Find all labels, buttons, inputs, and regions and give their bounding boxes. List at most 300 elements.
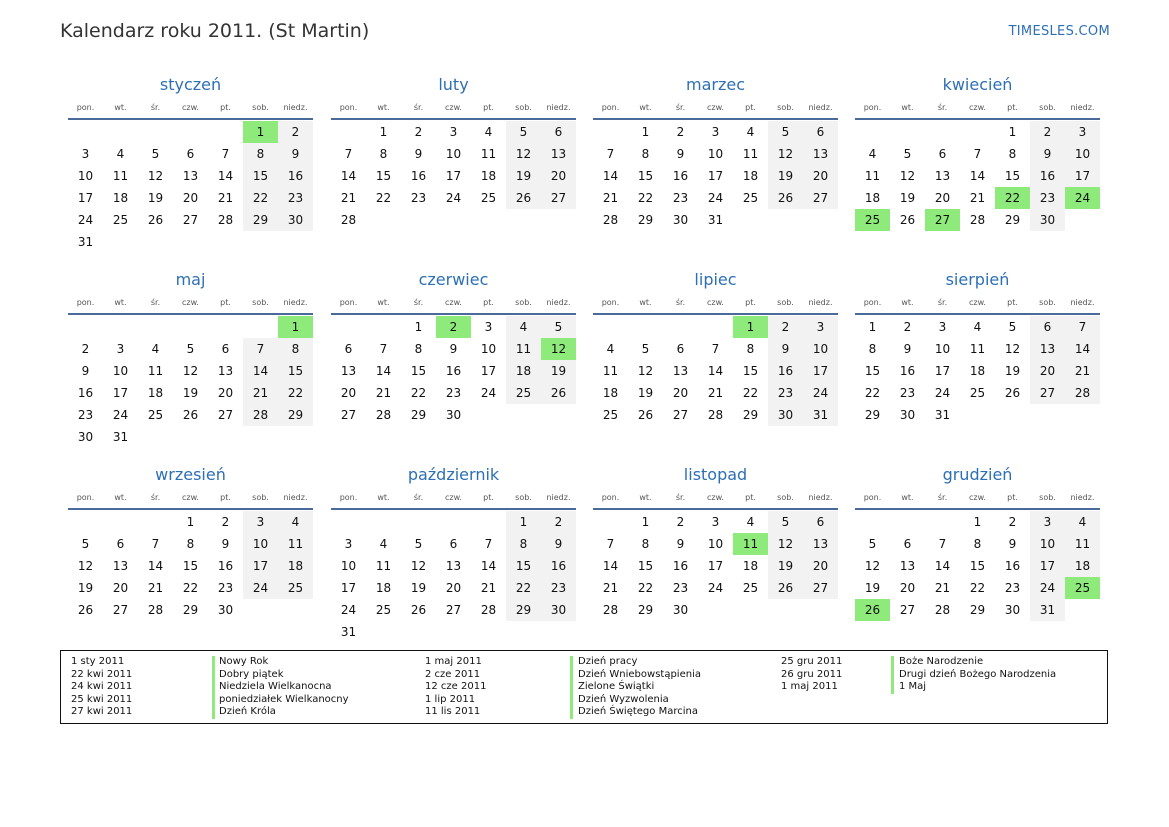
empty-cell	[173, 121, 208, 143]
day-grid	[593, 316, 838, 426]
day-cell: 7	[151, 537, 160, 551]
day-cell: 16	[1030, 165, 1065, 187]
legend-dates	[781, 656, 842, 694]
day-cell: 12	[541, 338, 576, 360]
day-cell: 29	[637, 213, 654, 227]
day-cell: 12	[1004, 342, 1021, 356]
empty-cell	[925, 511, 960, 533]
day-cell: 29	[506, 599, 541, 621]
day-cell: 21	[934, 581, 951, 595]
day-grid	[331, 316, 576, 426]
empty-cell	[103, 316, 138, 338]
legend-holiday-name: Drugi dzień Bożego Narodzenia	[899, 668, 1057, 680]
day-cell: 20	[112, 581, 129, 595]
day-cell: 4	[746, 515, 755, 529]
day-cell: 31	[934, 408, 951, 422]
day-cell: 19	[147, 191, 164, 205]
day-cell: 16	[541, 555, 576, 577]
day-cell: 13	[803, 143, 838, 165]
month-4	[855, 73, 1100, 231]
day-cell: 31	[112, 430, 129, 444]
day-cell: 2	[676, 125, 685, 139]
empty-cell	[890, 511, 925, 533]
day-cell: 30	[278, 209, 313, 231]
day-cell: 2	[1030, 121, 1065, 143]
day-cell: 8	[243, 143, 278, 165]
day-grid	[331, 511, 576, 643]
month-2	[331, 73, 576, 231]
day-cell: 27	[672, 408, 689, 422]
weekday-label: pt.	[745, 298, 756, 307]
day-cell: 24	[934, 386, 951, 400]
day-cell: 26	[637, 408, 654, 422]
day-cell: 7	[484, 537, 493, 551]
day-cell: 6	[938, 147, 947, 161]
day-cell: 7	[606, 537, 615, 551]
weekday-label: pt.	[220, 493, 231, 502]
day-cell: 9	[81, 364, 90, 378]
day-cell: 8	[641, 537, 650, 551]
day-cell: 18	[742, 169, 759, 183]
day-cell: 29	[864, 408, 881, 422]
day-cell: 23	[768, 382, 803, 404]
legend-date: 12 cze 2011	[425, 681, 487, 693]
day-cell: 1	[278, 316, 313, 338]
day-cell: 12	[182, 364, 199, 378]
legend-holiday-name: Zielone Świątki	[578, 681, 655, 693]
day-cell: 4	[606, 342, 615, 356]
weekday-label: pt.	[1007, 493, 1018, 502]
legend-date: 2 cze 2011	[425, 668, 481, 680]
day-cell: 19	[768, 165, 803, 187]
day-cell: 30	[445, 408, 462, 422]
day-cell: 20	[182, 191, 199, 205]
weekday-label: wt.	[639, 493, 652, 502]
day-cell: 6	[221, 342, 230, 356]
day-cell: 20	[899, 581, 916, 595]
day-cell: 21	[340, 191, 357, 205]
day-cell: 15	[506, 555, 541, 577]
day-cell: 24	[803, 382, 838, 404]
day-cell: 21	[969, 191, 986, 205]
day-cell: 11	[278, 533, 313, 555]
day-cell: 2	[768, 316, 803, 338]
header-rule	[68, 313, 313, 315]
day-cell: 30	[672, 213, 689, 227]
day-cell: 7	[973, 147, 982, 161]
day-cell: 31	[1030, 599, 1065, 621]
day-cell: 22	[637, 581, 654, 595]
day-cell: 10	[112, 364, 129, 378]
header-rule	[855, 508, 1100, 510]
day-cell: 17	[480, 364, 497, 378]
day-cell: 26	[182, 408, 199, 422]
day-cell: 23	[541, 577, 576, 599]
day-cell: 3	[243, 511, 278, 533]
day-grid	[855, 511, 1100, 621]
day-cell: 12	[410, 559, 427, 573]
day-cell: 17	[934, 364, 951, 378]
weekday-label: sob.	[515, 103, 532, 112]
empty-cell	[68, 316, 103, 338]
day-cell: 27	[445, 603, 462, 617]
weekday-label: pon.	[601, 493, 620, 502]
month-7	[593, 268, 838, 426]
legend-date: 1 maj 2011	[425, 656, 482, 667]
day-cell: 10	[1030, 533, 1065, 555]
day-cell: 16	[1004, 559, 1021, 573]
day-cell: 17	[803, 360, 838, 382]
day-cell: 10	[707, 537, 724, 551]
day-cell: 18	[506, 360, 541, 382]
weekday-label: pon.	[339, 298, 358, 307]
day-cell: 3	[803, 316, 838, 338]
day-cell: 10	[707, 147, 724, 161]
day-cell: 22	[278, 382, 313, 404]
day-cell: 13	[1030, 338, 1065, 360]
day-cell: 5	[186, 342, 195, 356]
day-cell: 19	[637, 386, 654, 400]
weekday-label: wt.	[114, 298, 127, 307]
legend-date: 27 kwi 2011	[71, 706, 133, 718]
day-cell: 24	[445, 191, 462, 205]
weekday-label: sob.	[777, 298, 794, 307]
day-cell: 17	[445, 169, 462, 183]
day-cell: 3	[711, 515, 720, 529]
day-cell: 23	[672, 191, 689, 205]
legend-holiday-name: Nowy Rok	[219, 656, 269, 667]
day-cell: 17	[77, 191, 94, 205]
day-cell: 18	[147, 386, 164, 400]
weekday-label: pt.	[220, 103, 231, 112]
weekday-label: sob.	[515, 298, 532, 307]
day-cell: 7	[243, 338, 278, 360]
day-cell: 6	[676, 342, 685, 356]
legend-date: 11 lis 2011	[425, 706, 481, 718]
weekday-label: wt.	[377, 298, 390, 307]
day-cell: 22	[410, 386, 427, 400]
day-cell: 21	[1065, 360, 1100, 382]
day-cell: 9	[903, 342, 912, 356]
day-cell: 28	[969, 213, 986, 227]
day-cell: 2	[81, 342, 90, 356]
day-cell: 9	[449, 342, 458, 356]
day-cell: 11	[733, 533, 768, 555]
day-cell: 25	[742, 581, 759, 595]
day-cell: 29	[243, 209, 278, 231]
weekday-header	[331, 491, 576, 505]
day-cell: 14	[602, 169, 619, 183]
day-cell: 19	[899, 191, 916, 205]
day-cell: 27	[803, 577, 838, 599]
day-cell: 17	[707, 559, 724, 573]
day-cell: 28	[147, 603, 164, 617]
day-cell: 31	[77, 235, 94, 249]
day-cell: 20	[340, 386, 357, 400]
day-cell: 24	[707, 581, 724, 595]
day-cell: 10	[1065, 143, 1100, 165]
legend-holiday-name: Boże Narodzenie	[899, 656, 984, 667]
day-cell: 26	[506, 187, 541, 209]
day-cell: 26	[541, 382, 576, 404]
day-cell: 27	[1030, 382, 1065, 404]
day-cell: 1	[868, 320, 877, 334]
weekday-label: śr.	[150, 298, 161, 307]
month-name: czerwiec	[418, 270, 489, 289]
day-cell: 19	[768, 555, 803, 577]
day-cell: 11	[112, 169, 129, 183]
weekday-label: pon.	[863, 298, 882, 307]
weekday-label: pon.	[76, 298, 95, 307]
weekday-label: czw.	[182, 298, 199, 307]
weekday-label: pt.	[1007, 298, 1018, 307]
day-cell: 27	[340, 408, 357, 422]
legend-holiday-name: Dzień Wniebowstąpienia	[578, 668, 701, 680]
day-cell: 1	[414, 320, 423, 334]
day-cell: 3	[938, 320, 947, 334]
day-cell: 6	[1030, 316, 1065, 338]
day-cell: 27	[217, 408, 234, 422]
day-cell: 5	[506, 121, 541, 143]
day-cell: 24	[1065, 187, 1100, 209]
legend-holiday-name: 1 Maj	[899, 681, 927, 693]
day-cell: 16	[278, 165, 313, 187]
empty-cell	[138, 316, 173, 338]
header-rule	[331, 118, 576, 120]
day-cell: 15	[410, 364, 427, 378]
weekday-label: niedz.	[1070, 493, 1095, 502]
empty-cell	[925, 121, 960, 143]
day-cell: 25	[506, 382, 541, 404]
day-cell: 10	[934, 342, 951, 356]
day-cell: 4	[973, 320, 982, 334]
day-cell: 9	[768, 338, 803, 360]
day-cell: 27	[182, 213, 199, 227]
weekday-label: niedz.	[808, 298, 833, 307]
weekday-label: pt.	[483, 298, 494, 307]
day-cell: 5	[81, 537, 90, 551]
day-cell: 26	[410, 603, 427, 617]
weekday-label: śr.	[675, 298, 686, 307]
day-cell: 18	[969, 364, 986, 378]
weekday-label: sob.	[1039, 493, 1056, 502]
day-cell: 13	[899, 559, 916, 573]
day-cell: 22	[506, 577, 541, 599]
day-cell: 14	[147, 559, 164, 573]
day-cell: 16	[768, 360, 803, 382]
month-name: kwiecień	[942, 75, 1013, 94]
day-cell: 22	[969, 581, 986, 595]
legend-date: 1 sty 2011	[71, 656, 125, 667]
empty-cell	[890, 121, 925, 143]
day-cell: 8	[973, 537, 982, 551]
day-cell: 7	[344, 147, 353, 161]
header-rule	[331, 313, 576, 315]
weekday-label: niedz.	[1070, 103, 1095, 112]
day-cell: 20	[803, 165, 838, 187]
holiday-legend	[60, 650, 1108, 724]
day-cell: 24	[707, 191, 724, 205]
day-cell: 1	[379, 125, 388, 139]
day-cell: 25	[969, 386, 986, 400]
legend-holiday-name: Dzień pracy	[578, 656, 638, 667]
weekday-label: pon.	[339, 493, 358, 502]
day-cell: 12	[768, 143, 803, 165]
day-cell: 12	[864, 559, 881, 573]
weekday-label: sob.	[1039, 298, 1056, 307]
weekday-label: sob.	[252, 493, 269, 502]
day-cell: 6	[903, 537, 912, 551]
day-cell: 1	[186, 515, 195, 529]
empty-cell	[593, 511, 628, 533]
day-cell: 31	[707, 213, 724, 227]
day-cell: 28	[707, 408, 724, 422]
month-8	[855, 268, 1100, 426]
day-cell: 17	[243, 555, 278, 577]
day-cell: 15	[969, 559, 986, 573]
day-cell: 13	[934, 169, 951, 183]
weekday-label: czw.	[707, 103, 724, 112]
day-cell: 15	[742, 364, 759, 378]
day-cell: 3	[1030, 511, 1065, 533]
day-grid	[593, 121, 838, 231]
day-cell: 25	[278, 577, 313, 599]
day-cell: 16	[672, 559, 689, 573]
day-cell: 24	[77, 213, 94, 227]
month-1	[68, 73, 313, 253]
month-9	[68, 463, 313, 621]
day-cell: 17	[1065, 165, 1100, 187]
day-cell: 9	[414, 147, 423, 161]
month-name: październik	[407, 465, 500, 484]
day-cell: 29	[637, 603, 654, 617]
day-cell: 19	[506, 165, 541, 187]
month-10	[331, 463, 576, 643]
empty-cell	[138, 121, 173, 143]
weekday-label: pon.	[339, 103, 358, 112]
day-cell: 7	[1065, 316, 1100, 338]
weekday-label: śr.	[937, 493, 948, 502]
day-cell: 29	[182, 603, 199, 617]
day-cell: 18	[602, 386, 619, 400]
day-cell: 8	[186, 537, 195, 551]
day-cell: 11	[864, 169, 881, 183]
day-cell: 11	[480, 147, 497, 161]
month-name: grudzień	[942, 465, 1013, 484]
day-cell: 4	[746, 125, 755, 139]
legend-date: 1 maj 2011	[781, 681, 838, 693]
day-cell: 22	[637, 191, 654, 205]
day-cell: 14	[217, 169, 234, 183]
day-cell: 1	[641, 125, 650, 139]
weekday-label: pt.	[220, 298, 231, 307]
day-cell: 21	[480, 581, 497, 595]
day-cell: 1	[733, 316, 768, 338]
header-rule	[68, 508, 313, 510]
day-cell: 13	[112, 559, 129, 573]
header-rule	[855, 118, 1100, 120]
day-cell: 4	[484, 125, 493, 139]
day-cell: 7	[938, 537, 947, 551]
day-cell: 30	[541, 599, 576, 621]
day-cell: 6	[541, 121, 576, 143]
empty-cell	[593, 121, 628, 143]
day-cell: 8	[1008, 147, 1017, 161]
day-cell: 21	[375, 386, 392, 400]
day-cell: 19	[77, 581, 94, 595]
day-cell: 1	[1008, 125, 1017, 139]
day-cell: 25	[112, 213, 129, 227]
day-cell: 20	[445, 581, 462, 595]
day-cell: 5	[641, 342, 650, 356]
day-cell: 20	[1030, 360, 1065, 382]
day-cell: 4	[278, 511, 313, 533]
day-cell: 10	[480, 342, 497, 356]
weekday-header	[593, 296, 838, 310]
day-cell: 25	[480, 191, 497, 205]
day-cell: 30	[899, 408, 916, 422]
day-cell: 23	[445, 386, 462, 400]
month-11	[593, 463, 838, 621]
day-cell: 9	[676, 537, 685, 551]
day-cell: 9	[676, 147, 685, 161]
day-cell: 7	[606, 147, 615, 161]
day-cell: 10	[243, 533, 278, 555]
weekday-label: śr.	[937, 103, 948, 112]
day-cell: 29	[742, 408, 759, 422]
day-cell: 16	[672, 169, 689, 183]
day-cell: 12	[768, 533, 803, 555]
weekday-label: sob.	[252, 103, 269, 112]
day-cell: 21	[217, 191, 234, 205]
day-cell: 26	[147, 213, 164, 227]
day-cell: 14	[480, 559, 497, 573]
day-cell: 28	[602, 603, 619, 617]
day-cell: 25	[602, 408, 619, 422]
day-cell: 14	[1065, 338, 1100, 360]
day-cell: 9	[541, 533, 576, 555]
day-cell: 30	[672, 603, 689, 617]
legend-names	[219, 656, 349, 719]
day-cell: 21	[243, 382, 278, 404]
weekday-label: śr.	[675, 493, 686, 502]
brand-link[interactable]: TIMESLES.COM	[1008, 24, 1110, 39]
weekday-label: pon.	[76, 103, 95, 112]
day-cell: 5	[768, 511, 803, 533]
day-cell: 3	[81, 147, 90, 161]
legend-names	[578, 656, 701, 719]
weekday-label: czw.	[445, 493, 462, 502]
day-cell: 14	[969, 169, 986, 183]
day-cell: 15	[1004, 169, 1021, 183]
day-cell: 3	[344, 537, 353, 551]
weekday-label: niedz.	[546, 493, 571, 502]
day-cell: 8	[746, 342, 755, 356]
day-cell: 11	[742, 147, 759, 161]
day-cell: 2	[414, 125, 423, 139]
day-cell: 1	[973, 515, 982, 529]
empty-cell	[208, 316, 243, 338]
month-name: luty	[438, 75, 469, 94]
day-cell: 8	[506, 533, 541, 555]
month-name: maj	[175, 270, 206, 289]
day-cell: 20	[672, 386, 689, 400]
header-rule	[593, 508, 838, 510]
day-cell: 2	[1008, 515, 1017, 529]
day-cell: 13	[803, 533, 838, 555]
weekday-label: śr.	[150, 103, 161, 112]
day-cell: 23	[899, 386, 916, 400]
